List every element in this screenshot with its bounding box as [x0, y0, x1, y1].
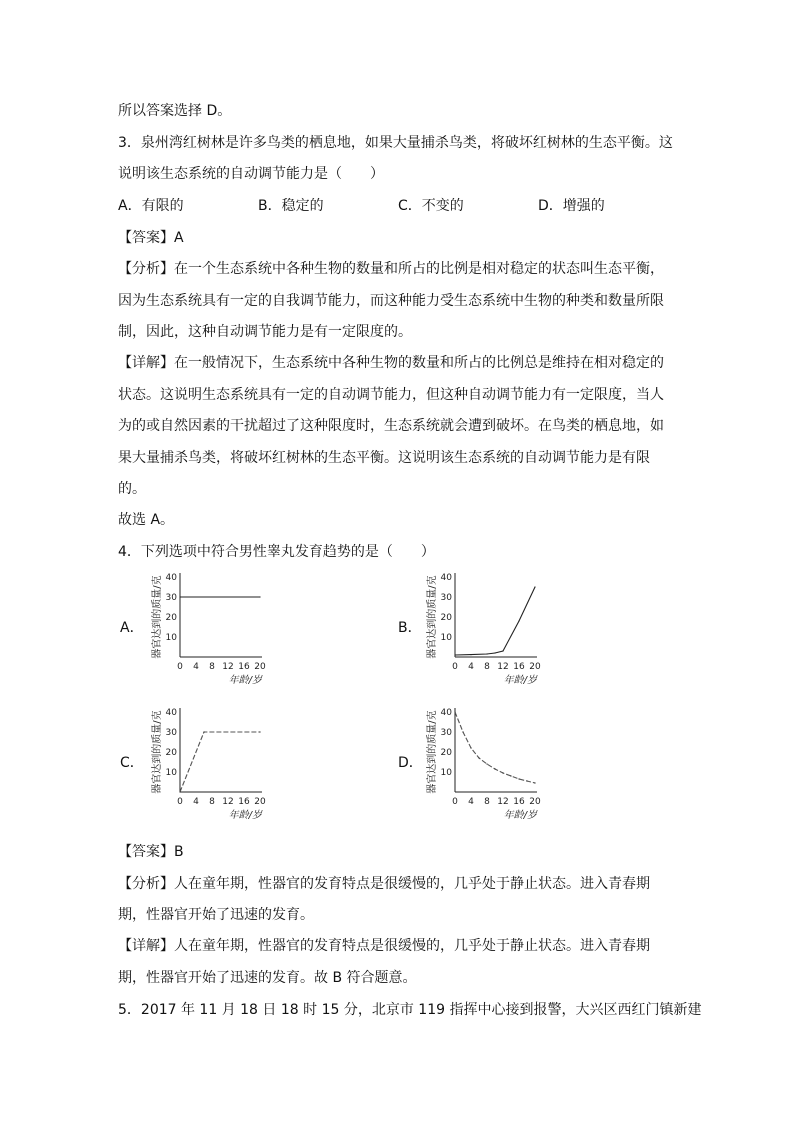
series-line [180, 732, 260, 792]
detail-line: 状态。这说明生态系统具有一定的自动调节能力，但这种自动调节能力有一定限度，当人 [118, 387, 664, 403]
answer-line: 【答案】B [118, 844, 184, 860]
data-point [470, 747, 471, 748]
question-stem: 说明该生态系统的自动调节能力是（ ） [118, 166, 384, 182]
x-tick-label: 4 [193, 797, 199, 807]
y-tick-label: 20 [440, 748, 452, 758]
data-point [470, 654, 471, 655]
x-tick-label: 20 [254, 797, 266, 807]
x-tick-label: 4 [193, 662, 199, 672]
x-axis-label: 年龄/岁 [503, 810, 537, 821]
data-point [454, 654, 455, 655]
data-point [259, 596, 260, 597]
chart-option-b-letter: B． [398, 620, 422, 636]
data-point [518, 778, 519, 779]
chart-a-svg [145, 565, 285, 690]
detail-line: 故选 A。 [118, 512, 175, 528]
text-line: 所以答案选择 D。 [118, 103, 232, 119]
chart-c [145, 700, 285, 829]
y-tick-label: 40 [165, 573, 177, 583]
x-axis-label: 年龄/岁 [503, 675, 537, 686]
y-tick-label: 20 [165, 613, 177, 623]
chart-b-svg [420, 565, 560, 690]
analysis-line: 【分析】人在童年期，性器官的发育特点是很缓慢的，几乎处于静止状态。进入青春期 [118, 876, 650, 892]
y-tick-label: 30 [165, 593, 177, 603]
y-tick-label: 10 [165, 768, 177, 778]
y-tick-label: 10 [165, 633, 177, 643]
y-axis-label: 器官达到的质量/克 [152, 710, 163, 794]
data-point [502, 772, 503, 773]
chart-c-svg [145, 700, 285, 825]
option-d: D．增强的 [538, 198, 605, 214]
y-tick-label: 30 [165, 728, 177, 738]
x-axis-label: 年龄/岁 [228, 675, 262, 686]
data-point [494, 768, 495, 769]
x-tick-label: 8 [209, 797, 215, 807]
x-tick-label: 8 [484, 797, 490, 807]
x-tick-label: 0 [452, 662, 458, 672]
data-point [518, 620, 519, 621]
data-point [179, 596, 180, 597]
x-tick-label: 8 [209, 662, 215, 672]
x-tick-label: 20 [254, 662, 266, 672]
detail-line: 期，性器官开始了迅速的发育。故 B 符合题意。 [118, 970, 417, 986]
x-tick-label: 12 [497, 662, 509, 672]
y-tick-label: 20 [440, 613, 452, 623]
y-tick-label: 30 [440, 728, 452, 738]
x-tick-label: 16 [513, 797, 525, 807]
chart-option-a-letter: A． [120, 620, 144, 636]
y-axis-label: 器官达到的质量/克 [427, 710, 438, 794]
x-tick-label: 16 [513, 662, 525, 672]
chart-option-c-letter: C． [120, 755, 144, 771]
y-tick-label: 10 [440, 633, 452, 643]
x-tick-label: 0 [177, 662, 183, 672]
x-tick-label: 12 [222, 662, 234, 672]
x-tick-label: 20 [529, 797, 541, 807]
chart-d-svg [420, 700, 560, 825]
y-tick-label: 10 [440, 768, 452, 778]
question-stem: 4．下列选项中符合男性睾丸发育趋势的是（ ） [118, 544, 435, 560]
analysis-line: 因为生态系统具有一定的自我调节能力，而这种能力受生态系统中生物的种类和数量所限 [118, 293, 664, 309]
answer-line: 【答案】A [118, 230, 184, 246]
x-tick-label: 20 [529, 662, 541, 672]
data-point [259, 731, 260, 732]
x-tick-label: 12 [222, 797, 234, 807]
data-point [179, 791, 180, 792]
data-point [494, 652, 495, 653]
option-b: B．稳定的 [258, 198, 324, 214]
detail-line: 果大量捕杀鸟类，将破坏红树林的生态平衡。这说明该生态系统的自动调节能力是有限 [118, 450, 650, 466]
y-tick-label: 40 [440, 708, 452, 718]
detail-line: 【详解】人在童年期，性器官的发育特点是很缓慢的，几乎处于静止状态。进入青春期 [118, 938, 650, 954]
question-stem: 3．泉州湾红树林是许多鸟类的栖息地，如果大量捕杀鸟类，将破坏红树林的生态平衡。这 [118, 135, 673, 151]
y-tick-label: 30 [440, 593, 452, 603]
detail-line: 为的或自然因素的干扰超过了这种限度时，生态系统就会遭到破坏。在鸟类的栖息地，如 [118, 418, 664, 434]
data-point [534, 782, 535, 783]
x-tick-label: 16 [238, 797, 250, 807]
x-tick-label: 4 [468, 662, 474, 672]
analysis-line: 【分析】在一个生态系统中各种生物的数量和所占的比例是相对稳定的状态叫生态平衡， [118, 261, 664, 277]
x-tick-label: 4 [468, 797, 474, 807]
data-point [486, 763, 487, 764]
x-tick-label: 8 [484, 662, 490, 672]
option-a: A．有限的 [118, 198, 184, 214]
chart-a [145, 565, 285, 694]
analysis-line: 期，性器官开始了迅速的发育。 [118, 907, 314, 923]
data-point [510, 775, 511, 776]
y-tick-label: 40 [165, 708, 177, 718]
x-axis-label: 年龄/岁 [228, 810, 262, 821]
data-point [502, 650, 503, 651]
chart-option-d-letter: D． [398, 755, 423, 771]
series-line [455, 587, 535, 655]
data-point [478, 757, 479, 758]
x-tick-label: 0 [452, 797, 458, 807]
option-c: C．不变的 [398, 198, 464, 214]
y-axis-label: 器官达到的质量/克 [427, 575, 438, 659]
question-stem: 5．2017 年 11 月 18 日 18 时 15 分，北京市 119 指挥中心接到报警，大兴区西红门镇新建 [118, 1002, 702, 1018]
y-axis-label: 器官达到的质量/克 [152, 575, 163, 659]
data-point [454, 711, 455, 712]
x-tick-label: 12 [497, 797, 509, 807]
chart-b [420, 565, 560, 694]
data-point [486, 653, 487, 654]
y-tick-label: 40 [440, 573, 452, 583]
detail-line: 的。 [118, 481, 146, 497]
series-line [455, 712, 535, 783]
data-point [534, 586, 535, 587]
data-point [526, 780, 527, 781]
x-tick-label: 16 [238, 662, 250, 672]
data-point [203, 731, 204, 732]
x-tick-label: 0 [177, 797, 183, 807]
analysis-line: 制，因此，这种自动调节能力是有一定限度的。 [118, 324, 412, 340]
detail-line: 【详解】在一般情况下，生态系统中各种生物的数量和所占的比例总是维持在相对稳定的 [118, 355, 664, 371]
chart-d [420, 700, 560, 829]
data-point [462, 731, 463, 732]
y-tick-label: 20 [165, 748, 177, 758]
